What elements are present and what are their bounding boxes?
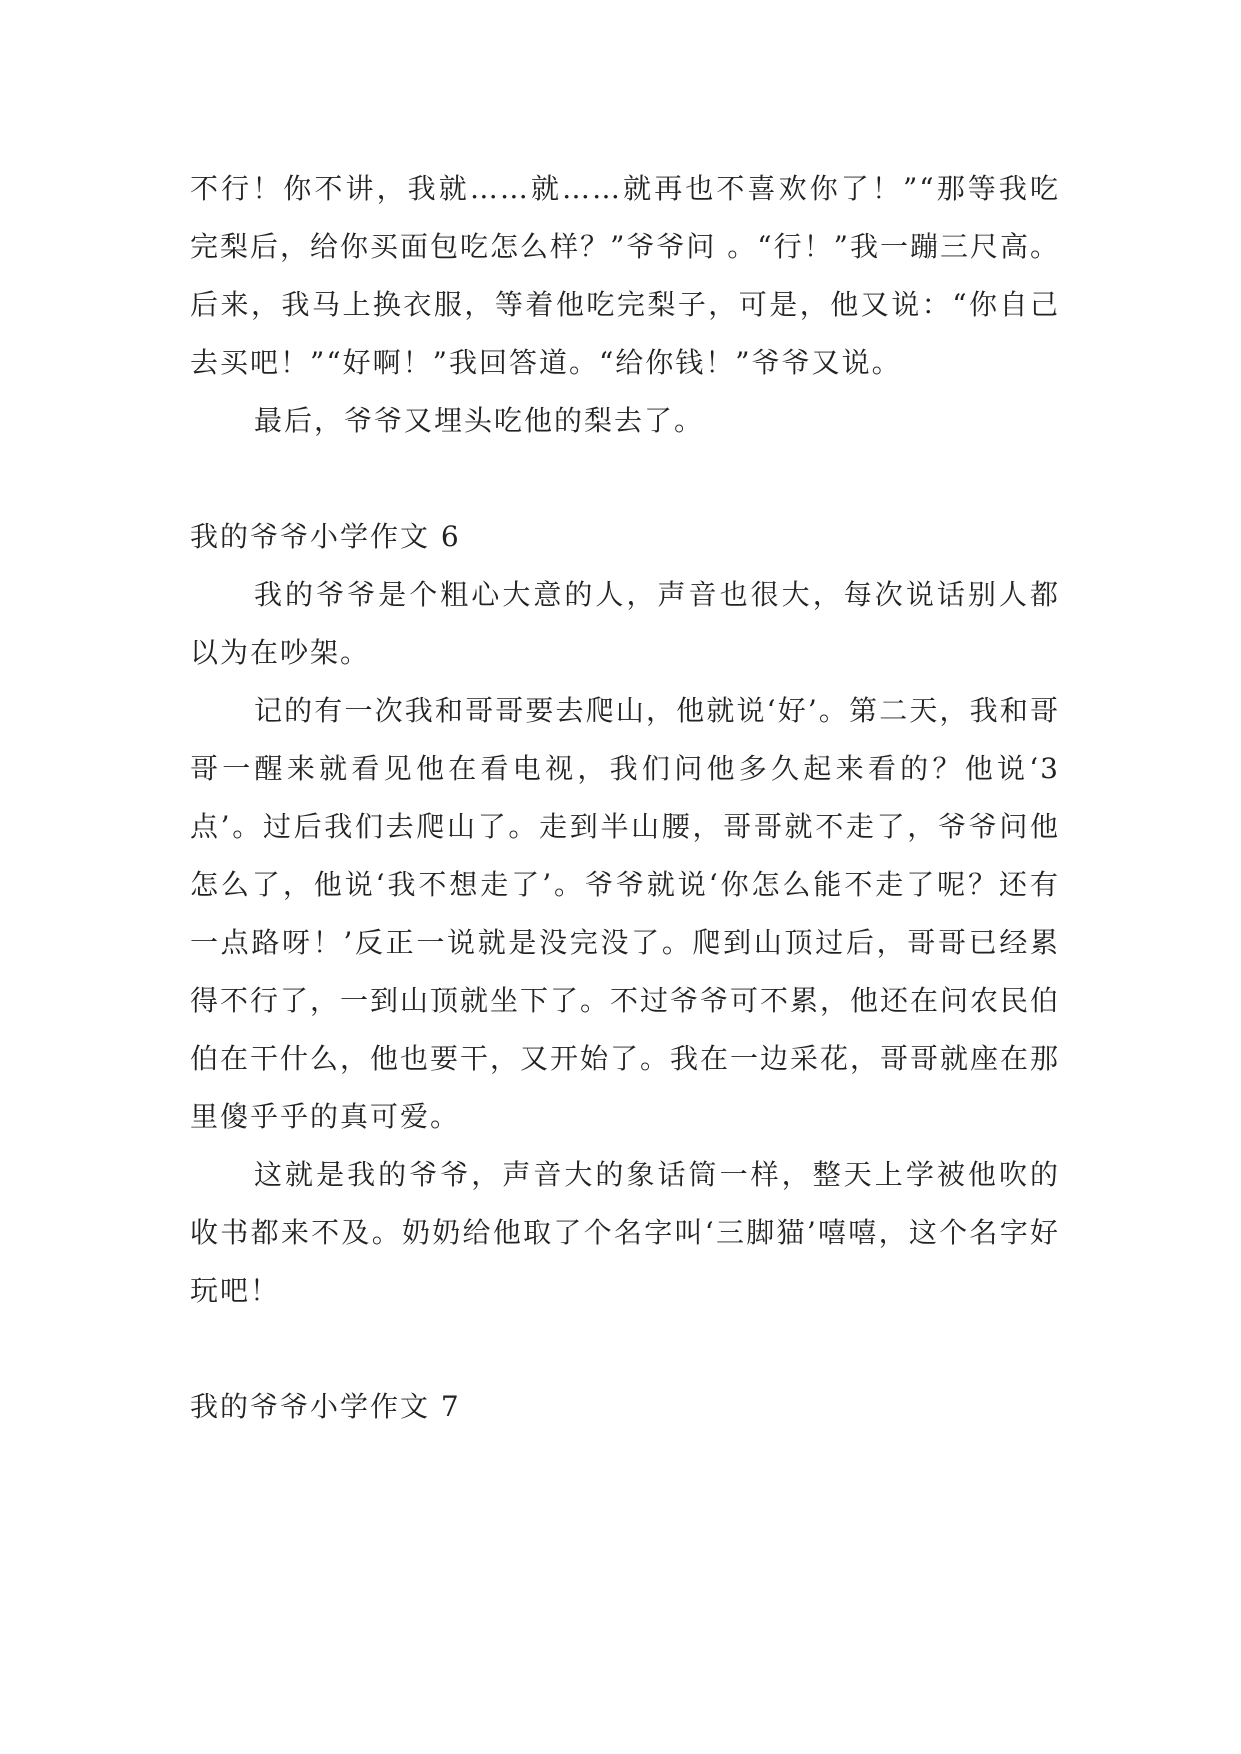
paragraph: 这就是我的爷爷，声音大的象话筒一样，整天上学被他吹的收书都来不及。奶奶给他取了个名字叫‘三脚猫’嘻嘻，这个名字好玩吧！	[190, 1158, 1060, 1307]
paragraph: 不行！你不讲，我就……就……就再也不喜欢你了！”“那等我吃完梨后，给你买面包吃怎么样？”爷爷问 。“行！”我一蹦三尺高。后来，我马上换衣服，等着他吃完梨子，可是，他又说：“你自己去买吧！”“好啊！”我回答道。“给你钱！”爷爷又说。	[190, 172, 1060, 379]
paragraph: 最后，爷爷又埋头吃他的梨去了。	[254, 404, 705, 437]
section-gap	[190, 1320, 1060, 1378]
section-title: 我的爷爷小学作文 6	[190, 520, 461, 553]
section-gap	[190, 450, 1060, 508]
paragraph: 记的有一次我和哥哥要去爬山，他就说‘好’。第二天，我和哥哥一醒来就看见他在看电视，我们问他多久起来看的？他说‘3 点’。过后我们去爬山了。走到半山腰，哥哥就不走了，爷爷问他怎么了，他说‘我不想走了’。爷爷就说‘你怎么能不走了呢？还有一点路呀！’反正一说就是没完没了。爬到山顶过后，哥哥已经累得不行了，一到山顶就坐下了。不过爷爷可不累，他还在问农民伯伯在干什么，他也要干，又开始了。我在一边采花，哥哥就座在那里傻乎乎的真可爱。	[190, 694, 1061, 1133]
document-body	[190, 160, 1060, 1436]
section-title: 我的爷爷小学作文 7	[190, 1390, 461, 1423]
paragraph: 我的爷爷是个粗心大意的人，声音也很大，每次说话别人都以为在吵架。	[190, 578, 1060, 669]
